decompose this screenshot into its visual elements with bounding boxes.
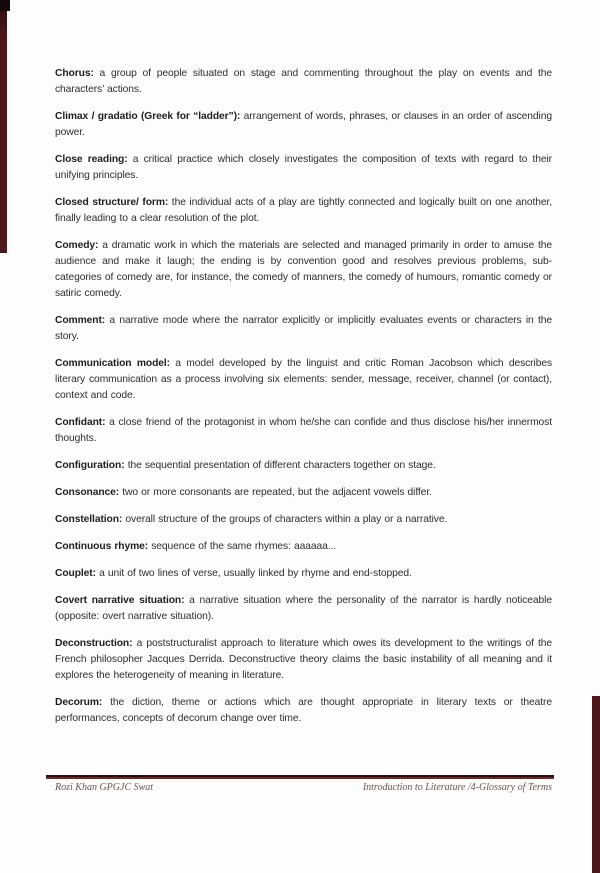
glossary-entry	[55, 539, 552, 555]
glossary-definition: two or more consonants are repeated, but the adjacent vowels differ.	[119, 487, 432, 498]
glossary-definition: a dramatic work in which the materials are selected and managed primarily in order to amuse the audience and make it laugh; the ending is by convention good and resolves previous problems, sub-categories of comedy are, for instance, the comedy of manners, the comedy of humours, romantic comedy or satiric comedy.	[55, 240, 552, 299]
glossary-entry	[55, 415, 552, 447]
glossary-entry	[55, 152, 552, 184]
glossary-definition: a narrative situation where the personality of the narrator is hardly noticeable (opposite: overt narrative situation).	[55, 595, 552, 622]
glossary-definition: the individual acts of a play are tightly connected and logically built on one another, finally leading to a clear resolution of the plot.	[55, 197, 552, 224]
glossary-term: Covert narrative situation:	[55, 595, 185, 606]
glossary-entry	[55, 695, 552, 727]
glossary-term: Continuous rhyme:	[55, 541, 149, 552]
glossary-term: Consonance:	[55, 487, 120, 498]
glossary-term: Comedy:	[55, 240, 99, 251]
glossary-term: Climax / gradatio (Greek for “ladder”):	[55, 111, 241, 122]
glossary-definition: the sequential presentation of different characters together on stage.	[124, 460, 436, 471]
glossary-entry	[55, 512, 552, 528]
glossary-term: Couplet:	[55, 568, 96, 579]
glossary-term: Deconstruction:	[55, 638, 133, 649]
glossary-term: Comment:	[55, 315, 106, 326]
footer-author: Rozi Khan GPGJC Swat	[55, 782, 154, 793]
glossary-definition: a unit of two lines of verse, usually linked by rhyme and end-stopped.	[95, 568, 412, 579]
glossary-entry	[55, 636, 552, 684]
scan-artifact-corner-square	[0, 0, 10, 11]
glossary-definition: a group of people situated on stage and commenting throughout the play on events and the characters’ actions.	[55, 68, 552, 95]
glossary-definition: overall structure of the groups of characters within a play or a narrative.	[122, 514, 448, 525]
glossary-entry	[55, 66, 552, 98]
glossary-entry	[55, 238, 552, 302]
glossary-entry	[55, 593, 552, 625]
glossary-term: Communication model:	[55, 358, 170, 369]
scan-artifact-left-bar	[0, 0, 7, 253]
glossary-term: Chorus:	[55, 68, 94, 79]
glossary-term: Constellation:	[55, 514, 123, 525]
glossary-entry	[55, 485, 552, 501]
glossary-term: Configuration:	[55, 460, 125, 471]
glossary-entry	[55, 109, 552, 141]
glossary-definition: a poststructuralist approach to literature which owes its development to the writings of the French philosopher Jacques Derrida. Deconstructive theory claims the basic instability of all meaning and it explores the heterogeneity of meaning in literature.	[55, 638, 552, 681]
glossary-entry	[55, 356, 552, 404]
glossary-definition: arrangement of words, phrases, or clauses in an order of ascending power.	[55, 111, 552, 138]
glossary-definition: a critical practice which closely investigates the composition of texts with regard to their unifying principles.	[55, 154, 552, 181]
glossary-definition: a narrative mode where the narrator explicitly or implicitly evaluates events or characters in the story.	[55, 315, 552, 342]
glossary-definition: a model developed by the linguist and critic Roman Jacobson which describes literary communication as a process involving six elements: sender, message, receiver, channel (or contact), context and code.	[55, 358, 553, 401]
glossary-term: Close reading:	[55, 154, 128, 165]
glossary-term: Closed structure/ form:	[55, 197, 169, 208]
page-footer	[55, 782, 552, 793]
glossary-entry	[55, 313, 552, 345]
glossary-list	[55, 66, 552, 738]
footer-document-title: Introduction to Literature /4-Glossary of Terms	[362, 782, 552, 793]
glossary-definition: sequence of the same rhymes: aaaaaa...	[148, 541, 337, 552]
scan-artifact-right-bar	[592, 696, 600, 873]
glossary-definition: the diction, theme or actions which are thought appropriate in literary texts or theatre performances, concepts of decorum change over time.	[55, 697, 552, 724]
glossary-entry	[55, 458, 552, 474]
glossary-entry	[55, 195, 552, 227]
glossary-definition: a close friend of the protagonist in whom he/she can confide and thus disclose his/her innermost thoughts.	[55, 417, 552, 444]
glossary-entry	[55, 566, 552, 582]
glossary-term: Confidant:	[55, 417, 106, 428]
glossary-term: Decorum:	[55, 697, 103, 708]
footer-rule	[46, 775, 554, 779]
